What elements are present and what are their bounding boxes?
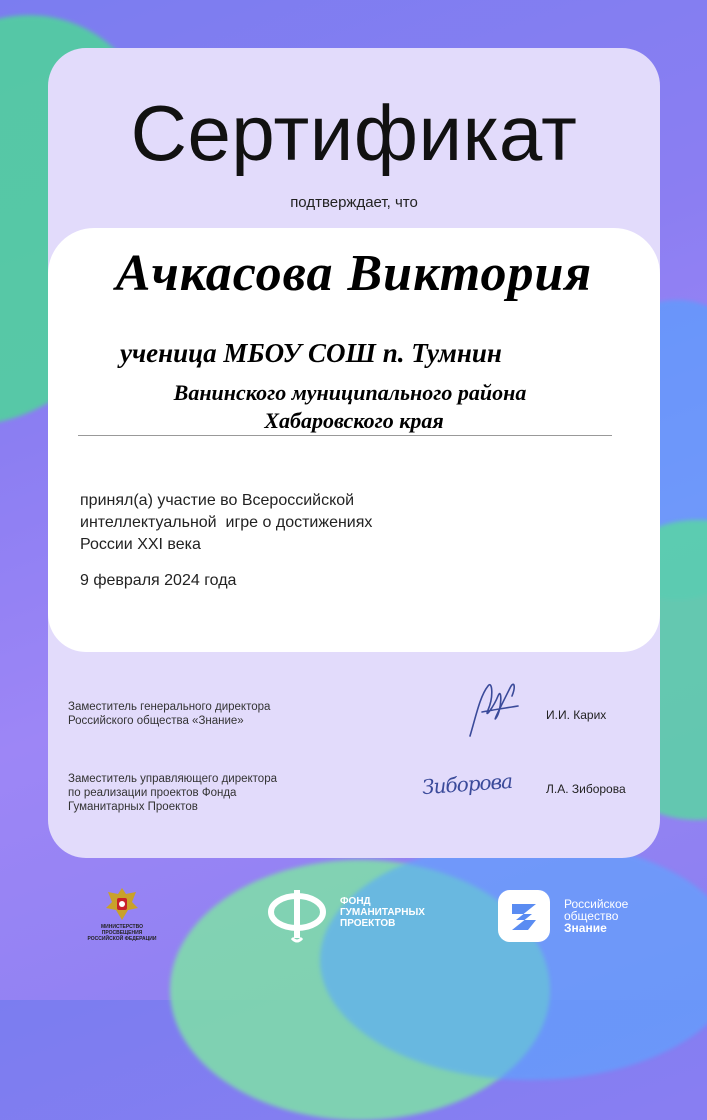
divider-line: [78, 435, 612, 436]
school-line-3: Хабаровского края: [264, 408, 444, 433]
signer-2-name: Л.А. Зиборова: [546, 782, 626, 796]
signer-2-role-line-1: Заместитель управляющего директора: [68, 773, 277, 785]
znanie-line-3: Знание: [564, 921, 607, 935]
fund-line-2: ГУМАНИТАРНЫХ: [340, 907, 425, 918]
participation-line-1: принял(а) участие во Всероссийской: [80, 492, 355, 509]
footer-logos: [0, 870, 707, 1000]
russian-eagle-emblem-icon: [102, 884, 142, 924]
participation-text: [80, 490, 372, 556]
signer-1-name: И.И. Карих: [546, 708, 607, 722]
phi-symbol-icon: [266, 888, 328, 944]
certificate-subtitle: подтверждает, что: [290, 194, 418, 211]
school-line-1: ученица МБОУ СОШ п. Тумнин: [120, 338, 502, 368]
signer-1-role: [68, 700, 270, 728]
certificate-card: [48, 48, 660, 858]
signer-2-role-line-3: Гуманитарных Проектов: [68, 801, 198, 813]
signer-2-role: [68, 772, 277, 814]
ministry-name: [82, 924, 162, 942]
fund-line-3: ПРОЕКТОВ: [340, 918, 396, 929]
signer-1-role-line-2: Российского общества «Знание»: [68, 715, 244, 727]
recipient-name: Ачкасова Виктория: [115, 245, 593, 302]
signature-2-image: Зиборова: [421, 768, 513, 800]
fund-line-1: ФОНД: [340, 896, 371, 907]
fund-name: [340, 896, 425, 929]
ministry-logo: [82, 884, 162, 942]
znanie-line-1: Российское: [564, 897, 629, 911]
znanie-name: [564, 898, 628, 934]
ministry-line-1: МИНИСТЕРСТВО ПРОСВЕЩЕНИЯ: [101, 924, 143, 936]
fund-logo: [266, 888, 426, 944]
participation-line-2: интеллектуальной игре о достижениях: [80, 514, 373, 531]
recipient-panel: [48, 228, 660, 652]
ministry-line-2: РОССИЙСКОЙ ФЕДЕРАЦИИ: [87, 936, 157, 942]
znanie-line-2: общество: [564, 909, 619, 923]
znanie-z-icon: [498, 890, 550, 942]
participation-line-3: России XXI века: [80, 536, 201, 553]
school-line-2: Ванинского муниципального района: [173, 380, 527, 405]
event-date: 9 февраля 2024 года: [80, 572, 237, 589]
znanie-logo: [498, 890, 658, 946]
signer-1-role-line-1: Заместитель генерального директора: [68, 701, 271, 713]
signer-2-role-line-2: по реализации проектов Фонда: [68, 787, 237, 799]
certificate-title: Сертификат: [130, 89, 578, 177]
signature-1-image: [458, 666, 528, 746]
